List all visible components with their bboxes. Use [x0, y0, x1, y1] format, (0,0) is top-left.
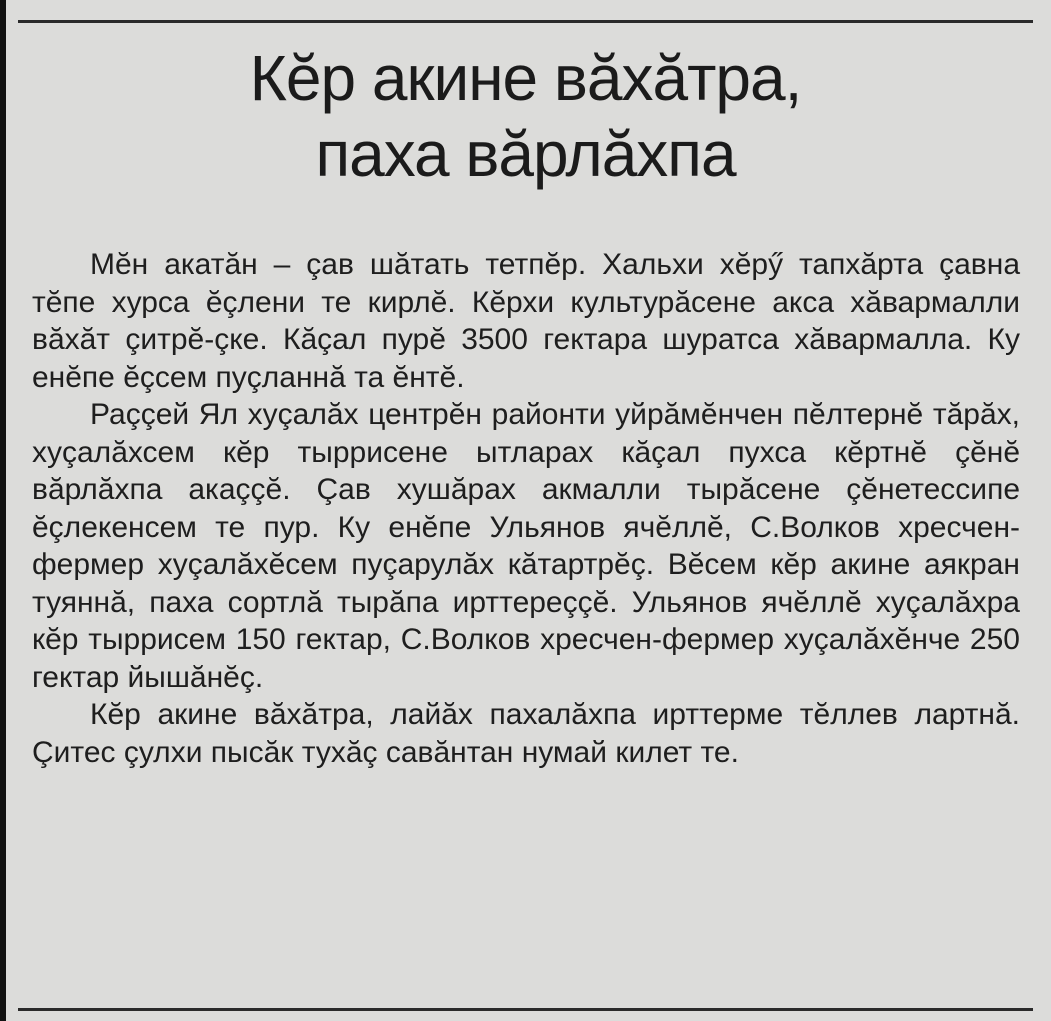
- paragraph-2: Раççей Ял хуçалăх центрĕн районти уйрăмĕнчен пĕлтернĕ тăрăх, хуçалăхсем кĕр тыррисене ытларах кăçал пухса кĕртнĕ çĕнĕ вăрлăхпа акаççĕ. Çав хушăрах акмалли тырăсене çĕнетессипе ĕçлекенсем те пур. Ку енĕпе Ульянов ячĕллĕ, С.Волков хресчен-фермер хуçалăхĕсем пуçарулăх кăтартрĕç. Вĕсем кĕр акине аякран туяннă, паха сортлă тырăпа ирттереççĕ. Ульянов ячĕллĕ хуçалăхра кĕр тыррисем 150 гектар, С.Волков хресчен-фермер хуçалăхĕнче 250 гектар йышăнĕç.: [32, 398, 1020, 694]
- top-rule: [18, 20, 1033, 23]
- article-headline: [0, 40, 1051, 192]
- article-body: [32, 246, 1020, 771]
- bottom-rule: [18, 1008, 1033, 1011]
- paragraph-1: Мĕн акатăн – çав шăтать тетпĕр. Хальхи хĕрӳ тапхăрта çавна тĕпе хурса ĕçлени те кирлĕ. Кĕрхи культурăсене акса хăвармалли вăхăт çитрĕ-çке. Кăçал пурĕ 3500 гектара шуратса хăвармалла. Ку енĕпе ĕçсем пуçланнă та ĕнтĕ.: [32, 248, 1020, 394]
- paragraph-3: Кĕр акине вăхăтра, лайăх пахалăхпа ирттерме тĕллев лартнă. Çитес çулхи пысăк тухăç савăнтан нумай килет те.: [32, 698, 1020, 769]
- headline-line-2: паха вăрлăхпа: [315, 118, 736, 190]
- headline-line-1: Кĕр акине вăхăтра,: [249, 42, 802, 114]
